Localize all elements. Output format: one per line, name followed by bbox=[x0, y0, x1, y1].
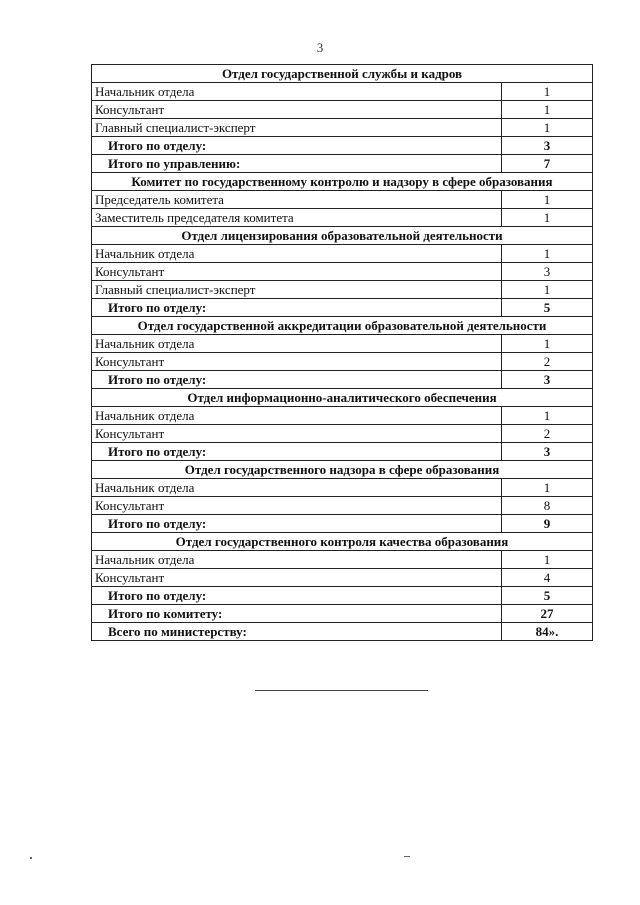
position-title: Начальник отдела bbox=[92, 83, 502, 101]
position-count: 3 bbox=[502, 263, 593, 281]
position-row bbox=[92, 551, 593, 569]
position-title: Консультант bbox=[92, 353, 502, 371]
total-count: 3 bbox=[502, 443, 593, 461]
total-row bbox=[92, 155, 593, 173]
section-header-row bbox=[92, 65, 593, 83]
section-title: Отдел государственной аккредитации образовательной деятельности bbox=[92, 317, 593, 335]
total-count: 5 bbox=[502, 299, 593, 317]
position-row bbox=[92, 101, 593, 119]
position-row bbox=[92, 281, 593, 299]
total-count: 7 bbox=[502, 155, 593, 173]
total-count: 9 bbox=[502, 515, 593, 533]
total-label: Итого по отделу: bbox=[92, 299, 502, 317]
section-title: Отдел информационно-аналитического обеспечения bbox=[92, 389, 593, 407]
position-row bbox=[92, 569, 593, 587]
position-count: 1 bbox=[502, 551, 593, 569]
total-label: Итого по отделу: bbox=[92, 515, 502, 533]
position-title: Заместитель председателя комитета bbox=[92, 209, 502, 227]
position-title: Начальник отдела bbox=[92, 551, 502, 569]
position-title: Консультант bbox=[92, 497, 502, 515]
position-count: 2 bbox=[502, 425, 593, 443]
total-label: Итого по отделу: bbox=[92, 587, 502, 605]
position-title: Начальник отдела bbox=[92, 479, 502, 497]
section-header-row bbox=[92, 461, 593, 479]
position-count: 1 bbox=[502, 209, 593, 227]
total-row bbox=[92, 605, 593, 623]
section-title: Отдел лицензирования образовательной деятельности bbox=[92, 227, 593, 245]
position-row bbox=[92, 497, 593, 515]
position-count: 1 bbox=[502, 83, 593, 101]
position-count: 1 bbox=[502, 479, 593, 497]
position-title: Консультант bbox=[92, 425, 502, 443]
section-header-row bbox=[92, 389, 593, 407]
total-row bbox=[92, 371, 593, 389]
position-row bbox=[92, 263, 593, 281]
section-title: Комитет по государственному контролю и надзору в сфере образования bbox=[92, 173, 593, 191]
closing-rule bbox=[255, 690, 428, 691]
position-count: 1 bbox=[502, 245, 593, 263]
position-count: 2 bbox=[502, 353, 593, 371]
section-title: Отдел государственной службы и кадров bbox=[92, 65, 593, 83]
position-title: Главный специалист-эксперт bbox=[92, 281, 502, 299]
section-header-row bbox=[92, 533, 593, 551]
total-row bbox=[92, 299, 593, 317]
position-row bbox=[92, 245, 593, 263]
total-label: Всего по министерству: bbox=[92, 623, 502, 641]
position-count: 1 bbox=[502, 119, 593, 137]
section-header-row bbox=[92, 317, 593, 335]
total-row bbox=[92, 587, 593, 605]
position-count: 1 bbox=[502, 407, 593, 425]
position-row bbox=[92, 119, 593, 137]
position-title: Начальник отдела bbox=[92, 407, 502, 425]
total-label: Итого по отделу: bbox=[92, 443, 502, 461]
position-row bbox=[92, 335, 593, 353]
total-count: 84». bbox=[502, 623, 593, 641]
position-title: Начальник отдела bbox=[92, 245, 502, 263]
total-count: 5 bbox=[502, 587, 593, 605]
total-row bbox=[92, 443, 593, 461]
position-title: Консультант bbox=[92, 263, 502, 281]
scan-mark bbox=[30, 857, 32, 859]
scan-mark bbox=[404, 856, 410, 857]
position-count: 4 bbox=[502, 569, 593, 587]
total-row bbox=[92, 623, 593, 641]
position-title: Председатель комитета bbox=[92, 191, 502, 209]
position-row bbox=[92, 479, 593, 497]
position-row bbox=[92, 209, 593, 227]
total-label: Итого по комитету: bbox=[92, 605, 502, 623]
position-count: 1 bbox=[502, 101, 593, 119]
position-row bbox=[92, 191, 593, 209]
position-row bbox=[92, 353, 593, 371]
section-title: Отдел государственного надзора в сфере образования bbox=[92, 461, 593, 479]
total-label: Итого по отделу: bbox=[92, 137, 502, 155]
position-title: Консультант bbox=[92, 569, 502, 587]
total-row bbox=[92, 137, 593, 155]
total-count: 27 bbox=[502, 605, 593, 623]
total-label: Итого по управлению: bbox=[92, 155, 502, 173]
section-title: Отдел государственного контроля качества образования bbox=[92, 533, 593, 551]
total-label: Итого по отделу: bbox=[92, 371, 502, 389]
position-count: 1 bbox=[502, 335, 593, 353]
position-count: 8 bbox=[502, 497, 593, 515]
position-count: 1 bbox=[502, 191, 593, 209]
position-row bbox=[92, 407, 593, 425]
position-row bbox=[92, 83, 593, 101]
position-count: 1 bbox=[502, 281, 593, 299]
position-title: Начальник отдела bbox=[92, 335, 502, 353]
position-title: Консультант bbox=[92, 101, 502, 119]
total-count: 3 bbox=[502, 371, 593, 389]
staffing-table bbox=[91, 64, 593, 641]
section-header-row bbox=[92, 173, 593, 191]
total-row bbox=[92, 515, 593, 533]
total-count: 3 bbox=[502, 137, 593, 155]
position-title: Главный специалист-эксперт bbox=[92, 119, 502, 137]
position-row bbox=[92, 425, 593, 443]
page-number: 3 bbox=[316, 40, 324, 55]
staffing-table-body bbox=[92, 65, 593, 641]
section-header-row bbox=[92, 227, 593, 245]
